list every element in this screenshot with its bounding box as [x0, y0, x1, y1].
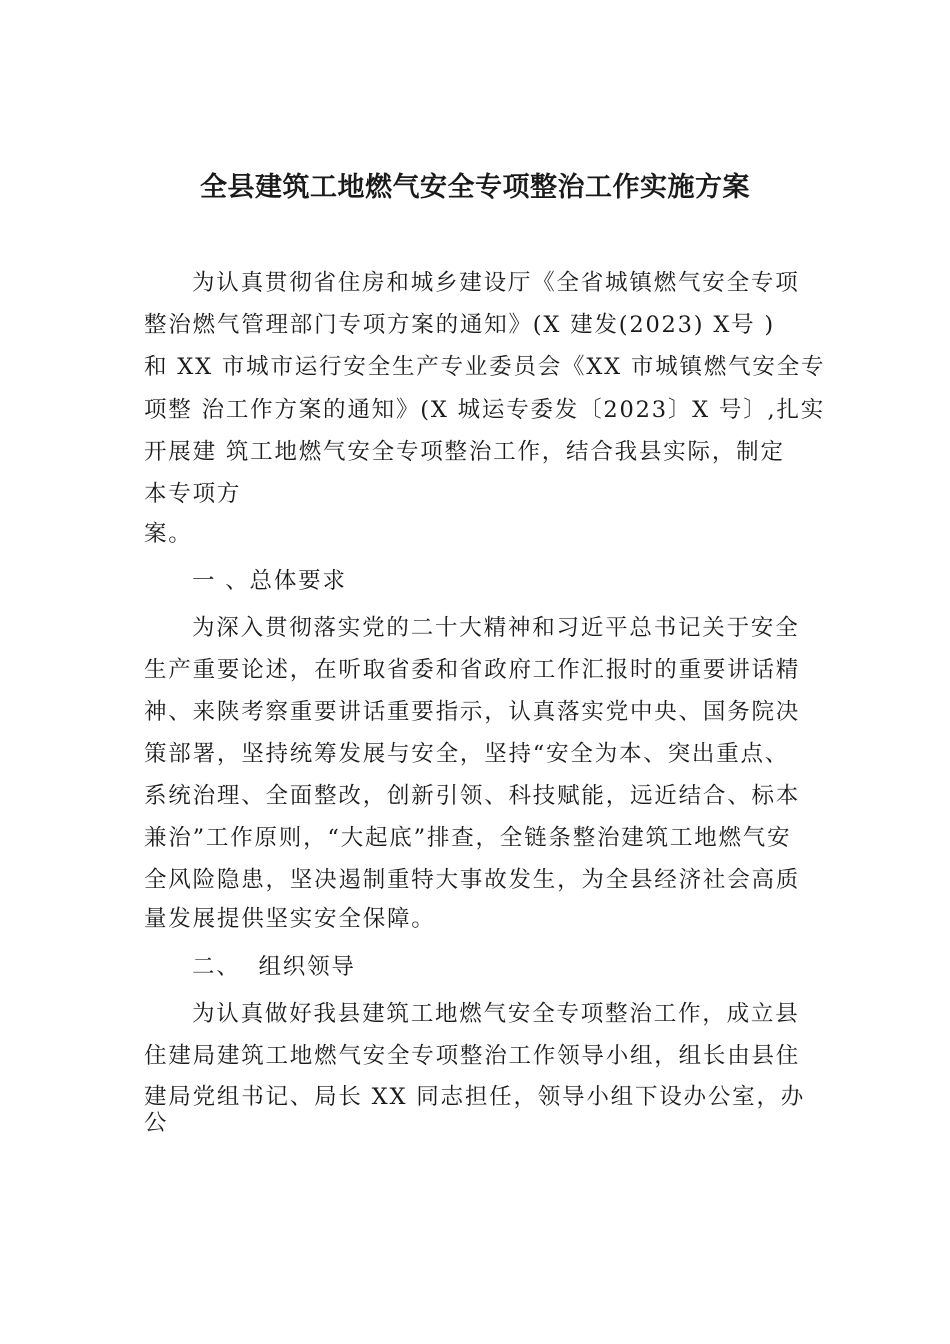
section-2-line-2: 住建局建筑工地燃气安全专项整治工作领导小组，组长由县住	[144, 1043, 801, 1069]
intro-line-5: 开展建 筑工地燃气安全专项整治工作，结合我县实际，制定	[144, 439, 785, 465]
section-1-line-8: 量发展提供坚实安全保障。	[144, 906, 436, 932]
intro-line-2: 整治燃气管理部门专项方案的通知》(X 建发(2023) X号 )	[144, 312, 775, 338]
intro-line-3: 和 XX 市城市运行安全生产专业委员会《XX 市城镇燃气安全专	[144, 354, 826, 380]
section-1-heading: 一 、总体要求	[192, 568, 347, 594]
section-1-line-1: 为深入贯彻落实党的二十大精神和习近平总书记关于安全	[192, 615, 800, 641]
intro-line-6: 本专项方	[144, 481, 242, 507]
section-2-line-4: 公	[144, 1110, 169, 1136]
intro-line-4: 项整 治工作方案的通知》(X 城运专委发〔2023〕X 号〕,扎实	[144, 397, 826, 423]
section-2-heading: 二、 组织领导	[192, 954, 356, 980]
section-2-line-3: 建局党组书记、局长 XX 同志担任，领导小组下设办公室，办	[144, 1084, 806, 1110]
document-title: 全县建筑工地燃气安全专项整治工作实施方案	[200, 172, 750, 203]
section-1-line-4: 策部署，坚持统筹发展与安全，坚持“安全为本、突出重点、	[144, 741, 790, 767]
section-1-line-2: 生产重要论述，在听取省委和省政府工作汇报时的重要讲话精	[144, 657, 801, 683]
section-1-line-6: 兼治”工作原则，“大起底”排查，全链条整治建筑工地燃气安	[144, 825, 792, 851]
intro-line-1: 为认真贯彻省住房和城乡建设厅《全省城镇燃气安全专项	[192, 270, 800, 296]
section-1-line-3: 神、来陕考察重要讲话重要指示，认真落实党中央、国务院决	[144, 699, 801, 725]
section-1-line-7: 全风险隐患，坚决遏制重特大事故发生，为全县经济社会高质	[144, 867, 801, 893]
intro-line-7: 案。	[144, 521, 193, 547]
section-1-line-5: 系统治理、全面整改，创新引领、科技赋能，远近结合、标本	[144, 783, 801, 809]
section-2-line-1: 为认真做好我县建筑工地燃气安全专项整治工作，成立县	[192, 1001, 800, 1027]
